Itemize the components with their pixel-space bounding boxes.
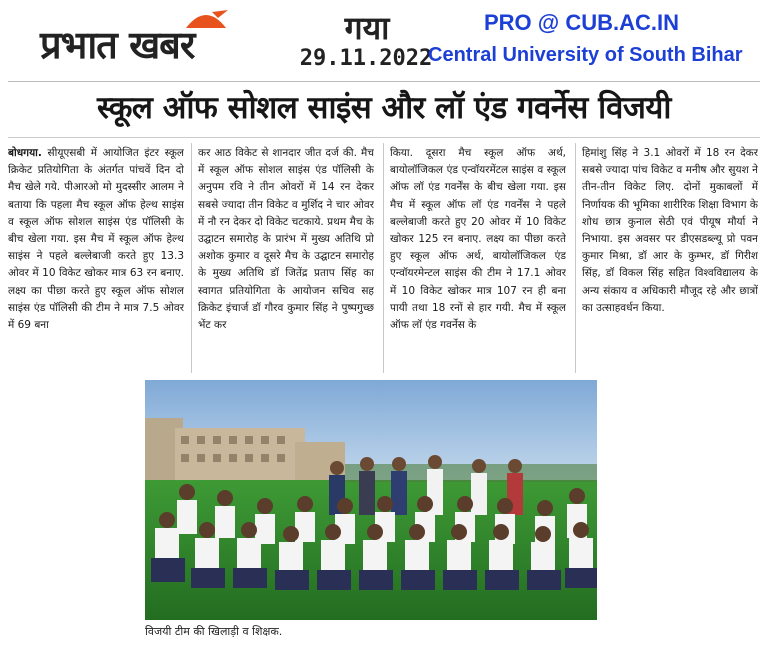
article-headline: स्कूल ऑफ सोशल साइंस और लॉ एंड गवर्नेस विजयी [97, 90, 671, 126]
university-name: Central University of South Bihar [428, 44, 743, 66]
newspaper-name: प्रभात खबर [40, 22, 195, 67]
column-divider [383, 143, 384, 373]
article-column-1 [8, 145, 184, 377]
divider [8, 137, 760, 138]
article-column-4 [582, 145, 758, 377]
masthead [0, 0, 768, 78]
dateline: बोधगया. [8, 147, 42, 159]
team-photo-illustration [145, 380, 597, 620]
column-text: कर आठ विकेट से शानदार जीत दर्ज की. मैच में स्कूल ऑफ सोशल साइंस एंड पॉलिसी के अनुपम रवि ने तीन ओवरों में 14 रन देकर सबसे ज्यादा तीन विकेट व मुर्शिद ने चार ओवर में नौ रन देकर दो विकेट चटकाये. प्रथम मैच के उद्घाटन समारोह के प्रारंभ में मुख्य अतिथि प्रो अशोक कुमार व दूसरे मैच के उद्घाटन समारोह के मुख्य अतिथि डॉ जितेंद्र प्रताप सिंह का स्वागत प्रतियोगिता के आयोजन सचिव सह क्रिकेट इंचार्ज डॉ गौरव कुमार सिंह ने पुष्पगुच्छ भेंट कर [198, 147, 374, 332]
column-text: किया. दूसरा मैच स्कूल ऑफ अर्थ, बायोलॉजिकल एंड एन्वॉयरमेंटल साइंस व स्कूल ऑफ लॉ एंड गवर्नेंस के बीच खेला गया. इस मैच में स्कूल ऑफ लॉ एंड गवर्नेंस ने पहले बल्लेबाजी करते हुए 20 ओवर में 10 विकेट खोकर 125 रन बनाए. लक्ष्य का पीछा करते हुए स्कूल ऑफ अर्थ, बायोलॉजिकल एंड एन्वॉयरमेन्टल साइंस की टीम ने 17.1 ओवर में 10 विकेट खोकर मात्र 107 रन ही बना पायी तथा 18 रनों से हार गयी. मैच में स्कूल ऑफ लॉ एंड गवर्नेस के [390, 147, 566, 332]
pro-email-label: PRO @ CUB.AC.IN [484, 10, 680, 35]
column-text: हिमांशु सिंह ने 3.1 ओवरों में 18 रन देकर सबसे ज्यादा पांच विकेट व मनीष और सुयश ने तीन-तीन विकेट लिए. दोनों मुकाबलों में निर्णायक की भूमिका शारीरिक शिक्षा विभाग के शोध छात्र कुनाल सेठी एवं पीयूष मौर्या ने निभाया. इस अवसर पर डीएसडब्ल्यू प्रो पवन कुमार मिश्रा, डॉ आर के कुम्भर, डॉ गिरीश सिंह, डॉ विकल सिंह सहित विश्वविद्यालय के अन्य संकाय व अधिकारी मौजूद रहे और छात्रों का उत्साहवर्धन किया. [582, 147, 758, 314]
edition-date: 29.11.2022 [299, 46, 433, 71]
team-photo [145, 380, 597, 620]
column-text: सीयूएसबी में आयोजित इंटर स्कूल क्रिकेट प्रतियोगिता के अंतर्गत पांचवें दिन दो मैच खेले गये. पीआरओ मो मुदस्सीर आलम ने बताया कि पहला मैच स्कूल ऑफ हेल्थ साइंस व स्कूल ऑफ सोशल साइंस एंड पॉलिसी के बीच खेला गया. इस मैच में स्कूल ऑफ हेल्थ साइंस ने पहले बल्लेबाजी करते हुए 13.3 ओवर में 10 विकेट खोकर मात्र 63 रन बनाए. लक्ष्य का पीछा करते हुए स्कूल ऑफ सोशल साइंस एंड पॉलिसी की टीम ने मात्र 7.5 ओवर में 69 बना [8, 147, 184, 332]
column-divider [191, 143, 192, 373]
article-column-2 [198, 145, 374, 377]
column-divider [575, 143, 576, 373]
photo-caption: विजयी टीम की खिलाड़ी व शिक्षक. [145, 625, 283, 638]
article-column-3 [390, 145, 566, 377]
divider [8, 81, 760, 82]
newspaper-logo [40, 8, 280, 70]
edition-city: गया [344, 9, 390, 47]
